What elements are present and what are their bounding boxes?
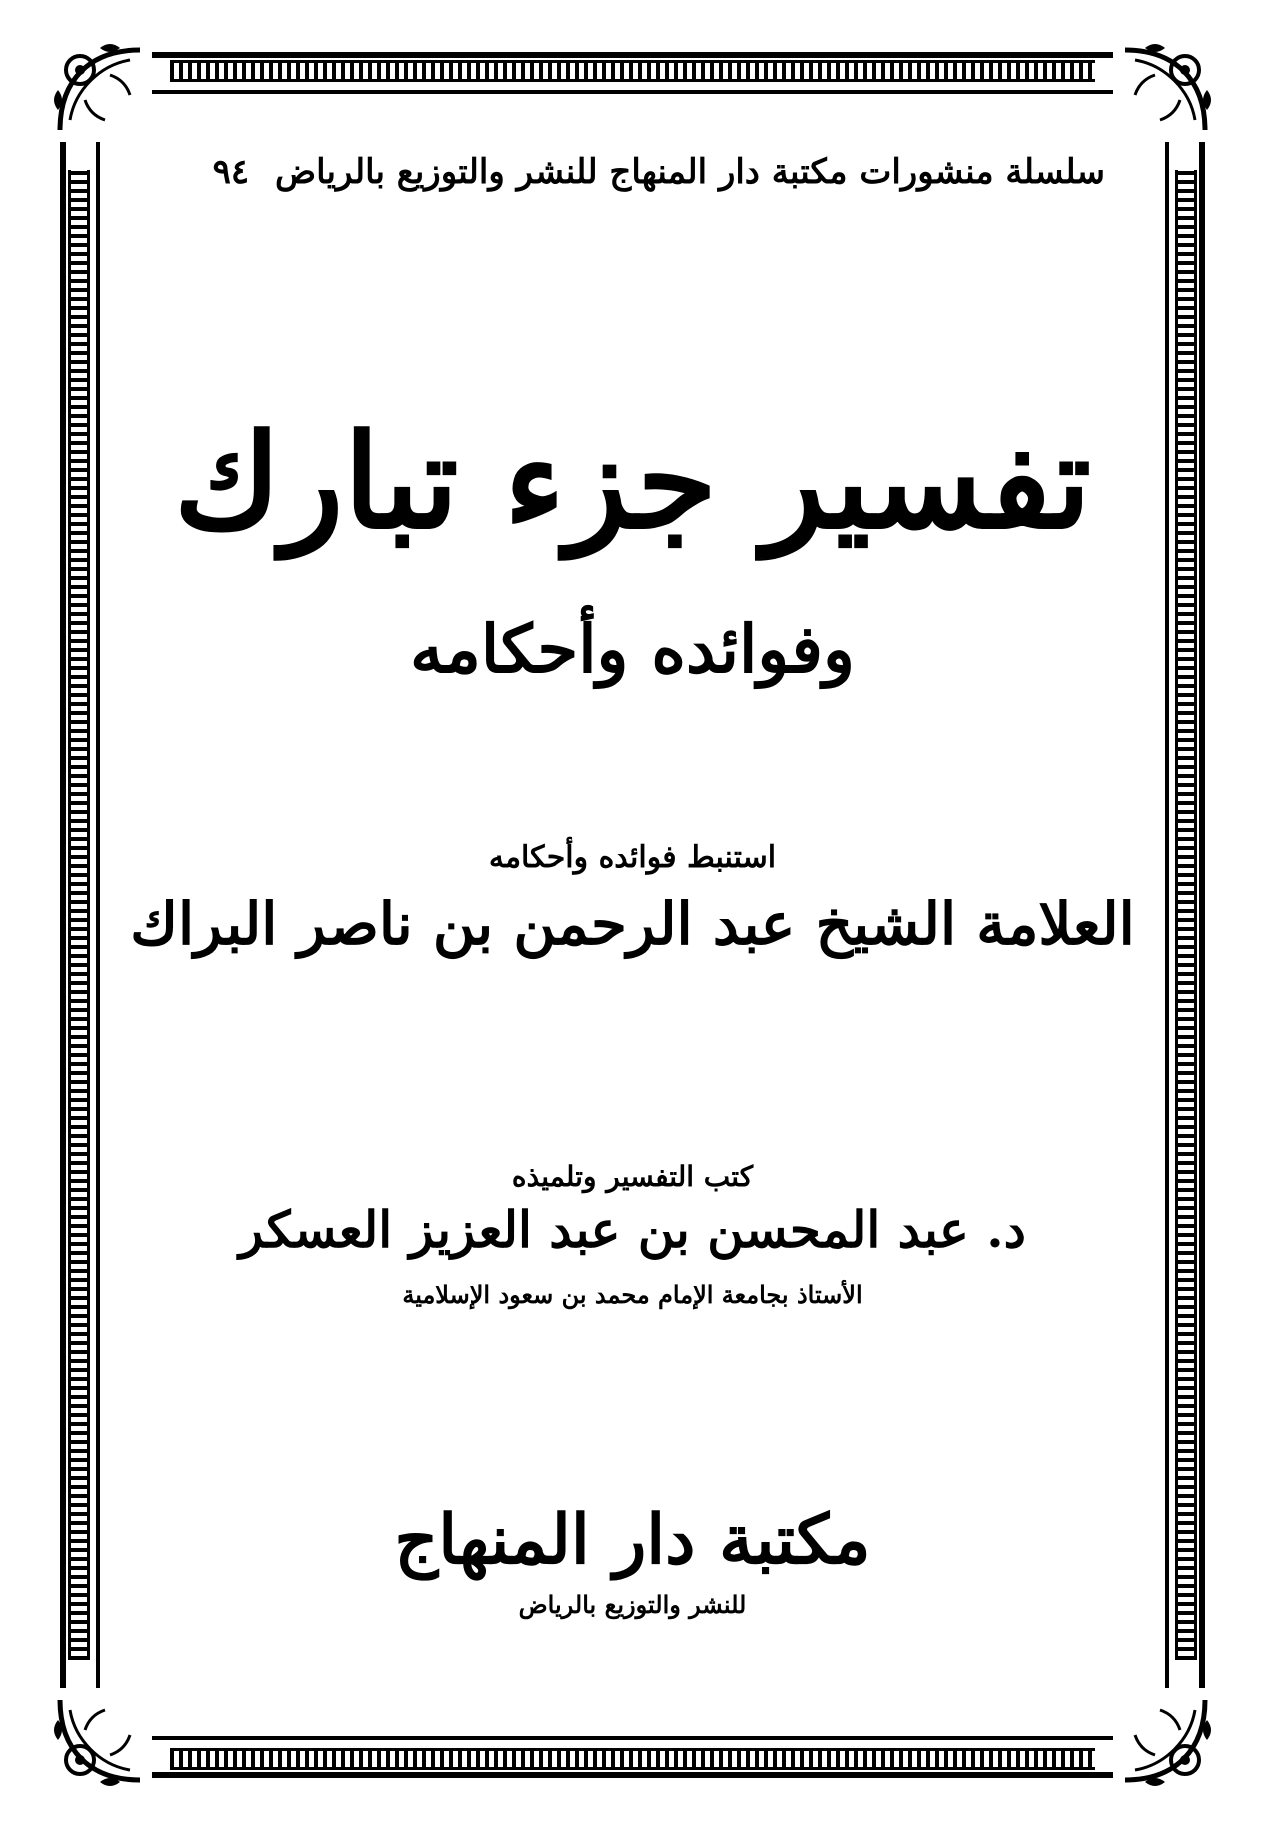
author-name: د. عبد المحسن بن عبد العزيز العسكر — [239, 1200, 1026, 1259]
author-affiliation: الأستاذ بجامعة الإمام محمد بن سعود الإسلامية — [402, 1280, 863, 1309]
publisher-location: للنشر والتوزيع بالرياض — [518, 1590, 747, 1619]
hatched-border-right — [1175, 170, 1197, 1660]
series-line — [213, 152, 1105, 192]
book-title: تفسير جزء تبارك — [173, 405, 1092, 558]
sheikh-name: العلامة الشيخ عبد الرحمن بن ناصر البراك — [130, 890, 1135, 958]
hatched-border-top — [170, 60, 1095, 82]
series-label: سلسلة منشورات مكتبة دار المنهاج للنشر والتوزيع بالرياض — [275, 152, 1105, 192]
author-label: كتب التفسير وتلميذه — [511, 1160, 754, 1193]
publisher-name: مكتبة دار المنهاج — [394, 1500, 871, 1580]
hatched-border-left — [68, 170, 90, 1660]
hatched-border-bottom — [170, 1748, 1095, 1770]
extraction-label: استنبط فوائده وأحكامه — [488, 840, 777, 875]
book-subtitle: وفوائده وأحكامه — [410, 610, 855, 688]
title-page-content — [110, 100, 1155, 1730]
series-number: ٩٤ — [212, 152, 250, 192]
